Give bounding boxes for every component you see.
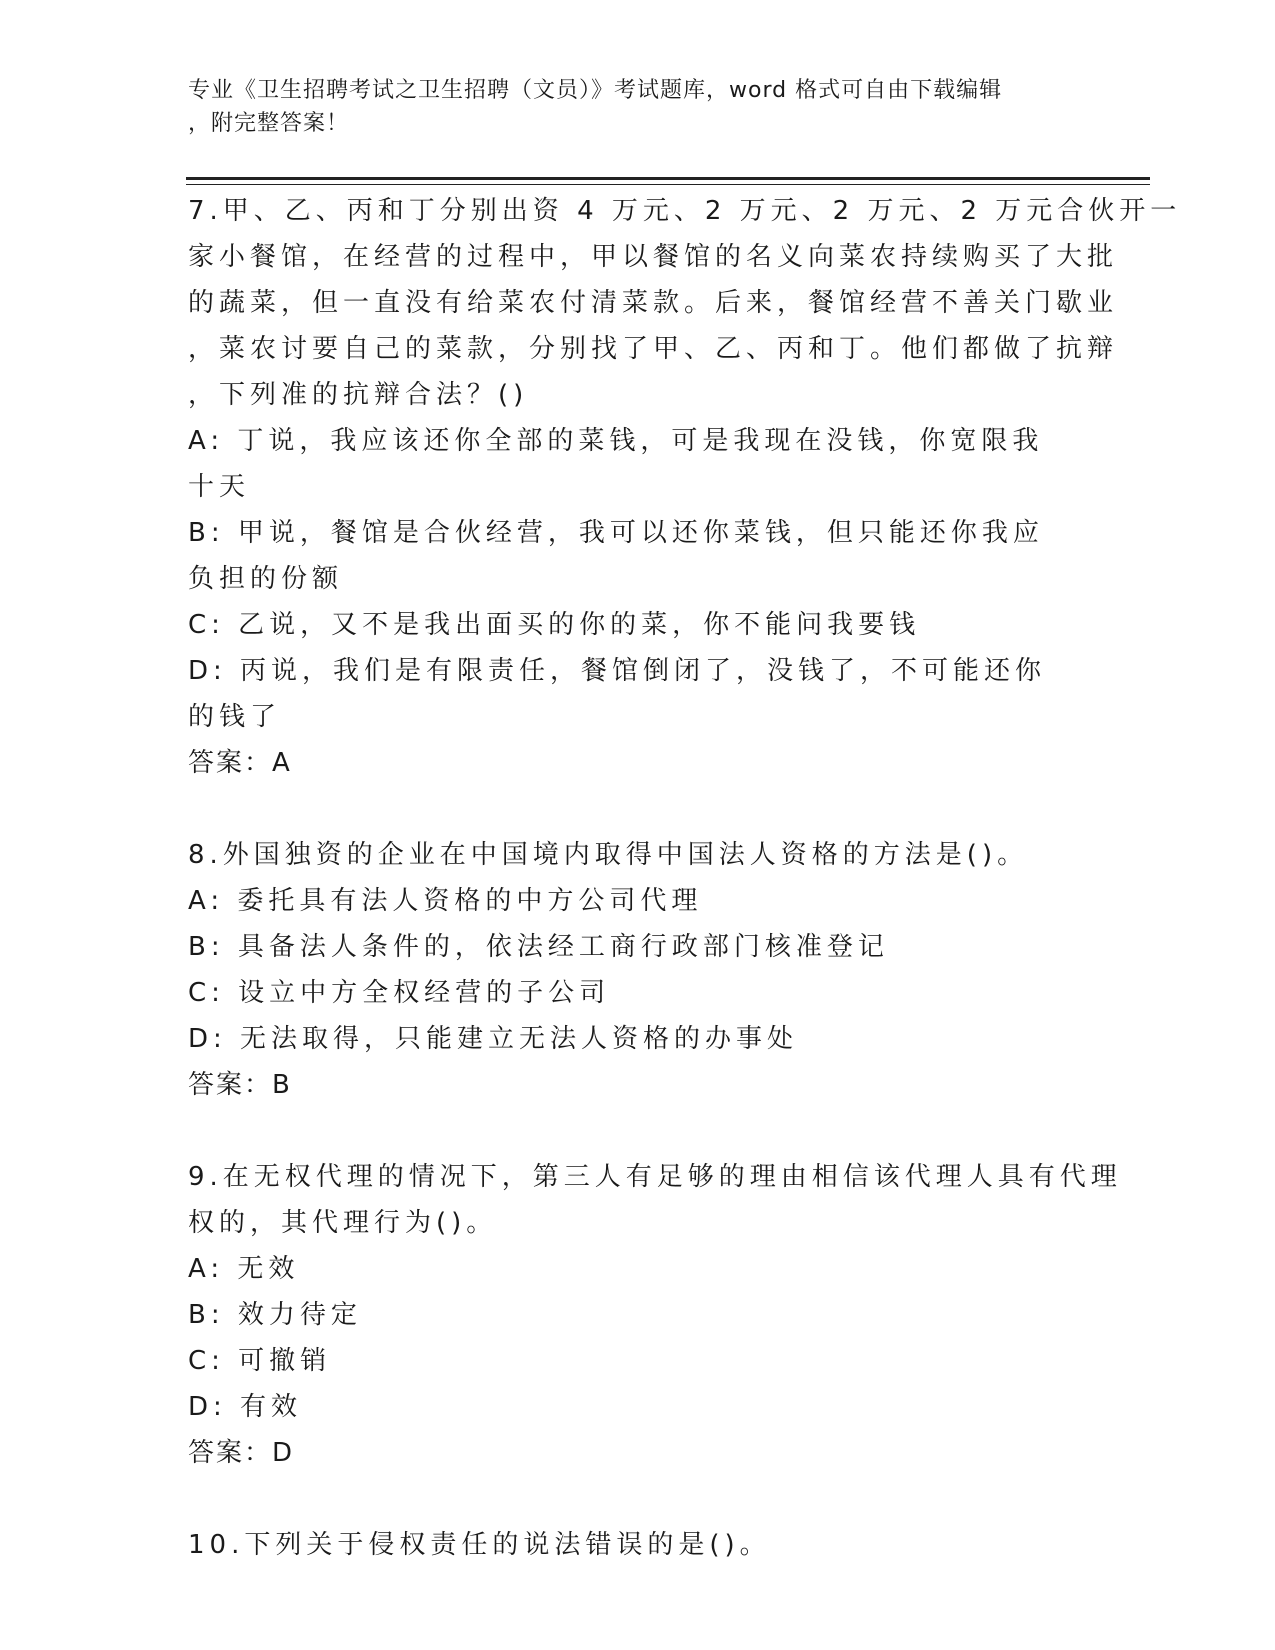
answer-option: C: 乙说，又不是我出面买的你的菜，你不能问我要钱 — [188, 610, 921, 640]
answer-key: 答案：B — [188, 1070, 292, 1100]
question-block — [188, 832, 1068, 1108]
answer-option: C: 可撤销 — [188, 1346, 332, 1376]
question-stem-line: ，下列准的抗辩合法？() — [188, 380, 529, 410]
answer-option: D: 丙说，我们是有限责任，餐馆倒闭了，没钱了，不可能还你的钱了 — [188, 656, 1047, 732]
answer-option: A: 无效 — [188, 1254, 300, 1284]
header-line-2: ，附完整答案！ — [188, 111, 350, 136]
answer-option: A: 丁说，我应该还你全部的菜钱，可是我现在没钱，你宽限我十天 — [188, 426, 1044, 502]
answer-option: C: 设立中方全权经营的子公司 — [188, 978, 611, 1008]
question-stem-line: 权的，其代理行为()。 — [188, 1208, 498, 1238]
question-block — [188, 1154, 1122, 1476]
answer-option: A: 委托具有法人资格的中方公司代理 — [188, 886, 703, 916]
answer-option: D: 无法取得，只能建立无法人资格的办事处 — [188, 1024, 799, 1054]
answer-option: B: 甲说，餐馆是合伙经营，我可以还你菜钱，但只能还你我应负担的份额 — [188, 518, 1044, 594]
answer-key: 答案：D — [188, 1438, 295, 1468]
question-stem-line: 9.在无权代理的情况下，第三人有足够的理由相信该代理人具有代理 — [188, 1162, 1122, 1192]
question-stem-line: ，菜农讨要自己的菜款，分别找了甲、乙、丙和丁。他们都做了抗辩 — [188, 334, 1119, 364]
question-stem-line: 的蔬菜，但一直没有给菜农付清菜款。后来，餐馆经营不善关门歇业 — [188, 288, 1119, 318]
question-list — [188, 188, 1182, 1614]
answer-key: 答案：A — [188, 748, 292, 778]
answer-option: D: 有效 — [188, 1392, 303, 1422]
question-block — [188, 1522, 1068, 1568]
document-header — [188, 74, 1068, 140]
question-stem-line: 家小餐馆，在经营的过程中，甲以餐馆的名义向菜农持续购买了大批 — [188, 242, 1119, 272]
question-stem-line: 10.下列关于侵权责任的说法错误的是()。 — [188, 1530, 771, 1560]
header-line-1: 专业《卫生招聘考试之卫生招聘（文员）》考试题库，word 格式可自由下载编辑 — [188, 78, 1003, 103]
question-stem-line: 7.甲、乙、丙和丁分别出资 4 万元、2 万元、2 万元、2 万元合伙开一 — [188, 196, 1182, 226]
question-block — [188, 188, 1182, 786]
question-stem-line: 8.外国独资的企业在中国境内取得中国法人资格的方法是()。 — [188, 840, 1029, 870]
answer-option: B: 具备法人条件的，依法经工商行政部门核准登记 — [188, 932, 889, 962]
header-divider-thick — [186, 177, 1150, 180]
answer-option: B: 效力待定 — [188, 1300, 362, 1330]
header-divider-thin — [186, 184, 1150, 185]
